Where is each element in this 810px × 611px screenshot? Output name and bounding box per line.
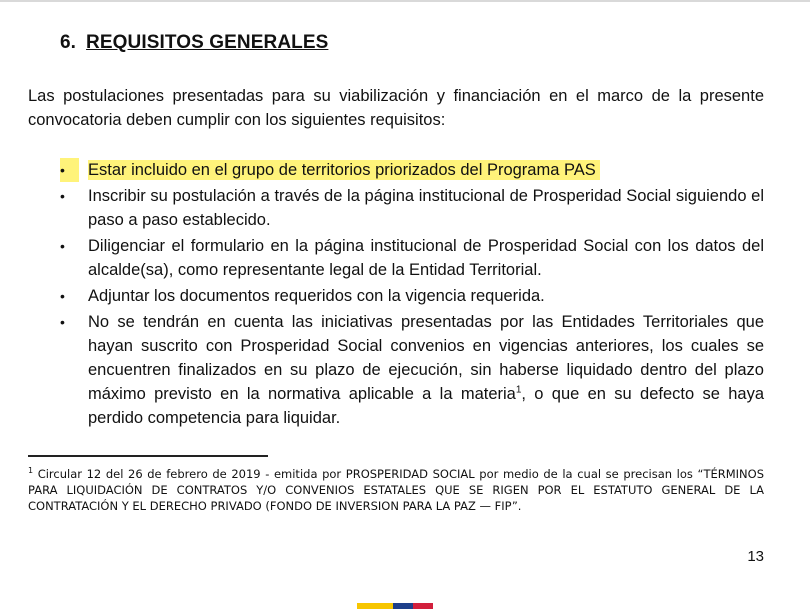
flag-color-bar [357,603,433,609]
bullet-icon: • [60,288,65,304]
footnote-marker: 1 [28,466,34,476]
highlighted-requirement-text: Estar incluido en el grupo de territorios priorizados del Programa PAS [88,160,600,180]
requirements-list [60,158,764,432]
intro-paragraph: Las postulaciones presentadas para su viabilización y financiación en el marco de la presente convocatoria deben cumplir con los siguientes requisitos: [28,87,764,129]
bullet-icon: • [60,314,65,330]
flag-stripe-blue [393,603,413,609]
footnote-reference[interactable]: 1 [515,384,522,396]
flag-stripe-red [413,603,433,609]
requirement-text-continued: , o que en su defecto se haya perdido competencia para liquidar. [88,385,764,427]
requirement-text: Inscribir su postulación a través de la página institucional de Prosperidad Social siguiendo el paso a paso establecido. [88,187,764,229]
list-item [60,310,764,430]
list-item [60,158,764,182]
bullet-icon: • [60,188,65,204]
footnote-divider [28,455,268,457]
page-number: 13 [747,548,764,565]
list-item [60,234,764,282]
requirement-text: Diligenciar el formulario en la página institucional de Prosperidad Social con los datos del alcalde(sa), como representante legal de la Entidad Territorial. [88,237,764,279]
requirement-text: No se tendrán en cuenta las iniciativas presentadas por las Entidades Territoriales que hayan suscrito con Prosperidad Social convenios en vigencias anteriores, los cuales se encuentren finalizados en su plazo de ejecución, sin haberse liquidado dentro del plazo máximo previsto en la normativa aplicable a la materia [88,313,764,403]
footnote [28,466,764,514]
section-heading [60,32,328,54]
page-top-divider [0,0,810,2]
section-number: 6. [60,32,77,53]
section-title: REQUISITOS GENERALES [86,32,329,53]
requirement-text: Adjuntar los documentos requeridos con la vigencia requerida. [88,287,545,305]
flag-stripe-yellow [357,603,393,609]
footnote-text: Circular 12 del 26 de febrero de 2019 - emitida por PROSPERIDAD SOCIAL por medio de la cual se precisan los “TÉRMINOS PARA LIQUIDACIÓN DE CONTRATOS Y/O CONVENIOS ESTATALES QUE SE RIGEN POR EL ESTATUTO GENERAL DE LA CONTRATACIÓN Y EL DERECHO PRIVADO (FONDO DE INVERSION PARA LA PAZ — FIP”. [28,467,764,513]
list-item [60,284,764,308]
bullet-icon: • [60,158,79,182]
bullet-icon: • [60,238,65,254]
list-item [60,184,764,232]
